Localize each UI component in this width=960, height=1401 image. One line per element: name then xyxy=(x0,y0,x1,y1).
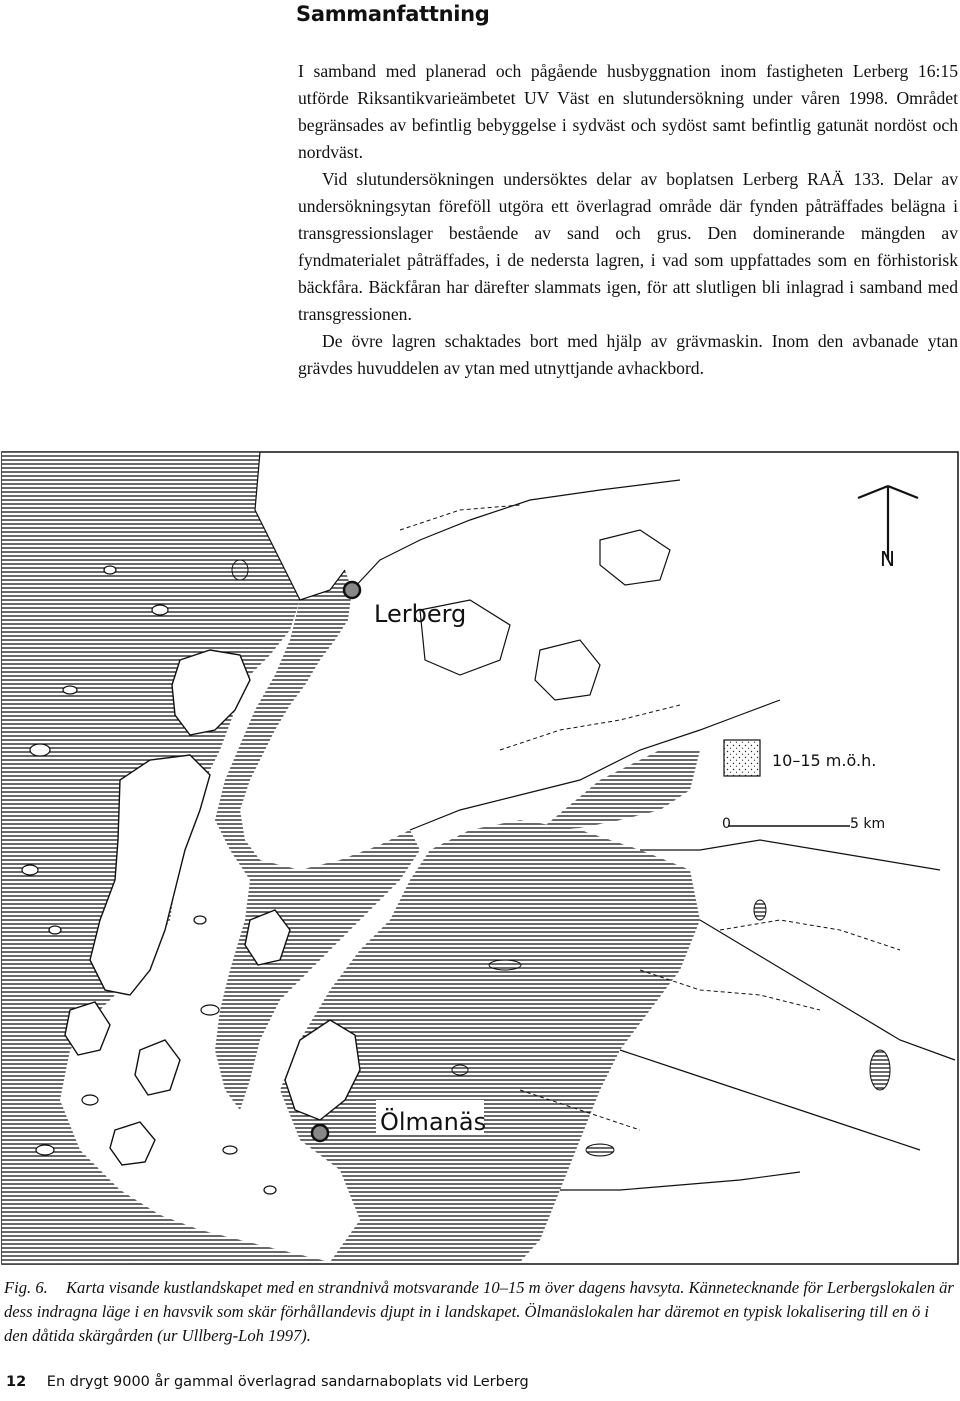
summary-text xyxy=(298,58,958,382)
lerberg-label: Lerberg xyxy=(374,600,467,628)
paragraph-3: De övre lagren schaktades bort med hjälp av grävmaskin. Inom den avbanade ytan grävdes huvuddelen av ytan med utnyttjande avhackbord. xyxy=(298,331,958,378)
lerberg-marker xyxy=(344,582,360,598)
paragraph-2: Vid slutundersökningen undersöktes delar av boplatsen Lerberg RAÄ 133. Delar av undersökningsytan föreföll utgöra ett överlagrad område där fynden påträffades belägna i transgressionslager bestående av sand och grus. Den dominerande mängden av fyndmaterialet påträffades, i de nedersta lagren, i vad som uppfattades som en förhistorisk bäckfåra. Bäckfåran har därefter slammats igen, för att slutligen bli inlagrad i samband med transgressionen. xyxy=(298,169,958,324)
scale-start: 0 xyxy=(722,816,731,832)
scale-end: 5 km xyxy=(850,816,886,832)
olmanas-label: Ölmanäs xyxy=(380,1108,487,1136)
map-figure xyxy=(0,450,960,1268)
figure-number: Fig. 6. xyxy=(4,1278,48,1297)
figure-caption xyxy=(4,1276,956,1348)
olmanas-marker xyxy=(312,1125,328,1141)
coastal-map xyxy=(0,450,960,1268)
legend-swatch xyxy=(724,740,760,776)
north-label: N xyxy=(880,547,895,571)
paragraph-1: I samband med planerad och pågående husbyggnation inom fastigheten Lerberg 16:15 utförde Riksantikvarieämbetet UV Väst en slutundersökning under våren 1998. Området begränsades av befintlig bebyggelse i sydväst och sydöst samt befintlig gatunät nordöst och nordväst. xyxy=(298,61,958,162)
page-footer xyxy=(6,1374,529,1390)
page-number: 12 xyxy=(6,1374,27,1390)
caption-text: Karta visande kustlandskapet med en strandnivå motsvarande 10–15 m över dagens havsyta. Kännetecknande för Lerbergslokalen är dess indragna läge i en havsvik som skär förhållandevis djupt in i landskapet. Ölmanäslokalen har däremot en typisk lokalisering till en ö i den dåtida skärgården (ur Ullberg-Loh 1997). xyxy=(4,1278,954,1345)
running-title: En drygt 9000 år gammal överlagrad sandarnaboplats vid Lerberg xyxy=(46,1374,529,1390)
page-heading: Sammanfattning xyxy=(296,2,490,26)
legend-label: 10–15 m.ö.h. xyxy=(772,751,877,770)
